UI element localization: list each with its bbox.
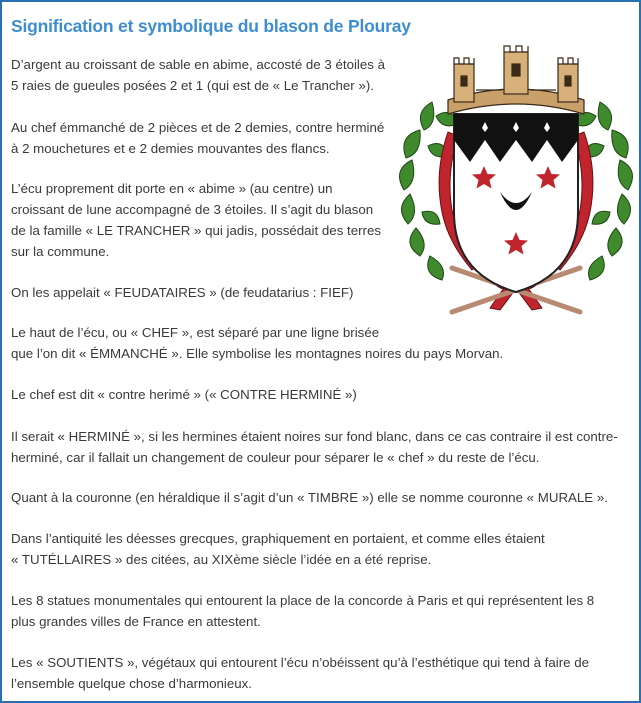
paragraph-4 — [11, 282, 353, 303]
text-line: croissant de lune accompagné de 3 étoiles. Il s’agit du blason — [11, 202, 374, 217]
page-title: Signification et symbolique du blason de Plouray — [11, 16, 411, 36]
text-line: « TUTÉLLAIRES » des citées, au XIXème siècle l’idée en a été reprise. — [11, 552, 432, 567]
paragraph-1 — [11, 54, 385, 96]
text-line: Au chef émmanché de 2 pièces et de 2 demies, contre herminé — [11, 120, 385, 135]
text-line: à 2 mouchetures et e 2 demies mouvantes des flancs. — [11, 141, 330, 156]
text-line: Le chef est dit « contre herimé » (« CONTRE HERMINÉ ») — [11, 387, 357, 402]
paragraph-7 — [11, 426, 618, 468]
paragraph-9 — [11, 528, 545, 570]
text-line: herminé, car il fallait un changement de couleur pour séparer le « chef » du reste de l’écu. — [11, 450, 540, 465]
text-line: Les « SOUTIENTS », végétaux qui entourent l’écu n’obéissent qu’à l’esthétique qui tend à faire de — [11, 655, 590, 670]
mural-crown — [448, 46, 584, 114]
coat-of-arms-illustration — [392, 42, 640, 342]
text-line: On les appelait « FEUDATAIRES » (de feudatarius : FIEF) — [11, 285, 354, 300]
paragraph-3 — [11, 178, 381, 262]
text-line: L’écu proprement dit porte en « abime » (au centre) un — [11, 181, 333, 196]
text-line: l’ensemble quelque chose d’harmonieux. — [11, 676, 252, 691]
shield — [454, 114, 578, 292]
text-line: que l’on dit « ÉMMANCHÉ ». Elle symbolise les montagnes noires du pays Morvan. — [11, 346, 504, 361]
text-line: Le haut de l’écu, ou « CHEF », est séparé par une ligne brisée — [11, 325, 380, 340]
text-line: Quant à la couronne (en héraldique il s’agit d’un « TIMBRE ») elle se nomme couronne « MURALE ». — [11, 490, 608, 505]
text-line: sur la commune. — [11, 244, 110, 259]
text-line: D’argent au croissant de sable en abime, accosté de 3 étoiles à — [11, 57, 386, 72]
text-line: Il serait « HERMINÉ », si les hermines étaient noires sur fond blanc, dans ce cas contraire il est contre- — [11, 429, 618, 444]
paragraph-10 — [11, 590, 594, 632]
text-line: plus grandes villes de France en attestent. — [11, 614, 261, 629]
paragraph-2 — [11, 117, 384, 159]
text-line: Dans l’antiquité les déesses grecques, graphiquement en portaient, et comme elles étaient — [11, 531, 545, 546]
text-line: Les 8 statues monumentales qui entourent la place de la concorde à Paris et qui représentent les 8 — [11, 593, 595, 608]
paragraph-8 — [11, 487, 608, 508]
text-line: 5 raies de gueules posées 2 et 1 (qui est de « Le Trancher »). — [11, 78, 374, 93]
paragraph-6 — [11, 384, 357, 405]
text-line: de la famille « LE TRANCHER » qui jadis, possédait des terres — [11, 223, 382, 238]
paragraph-11 — [11, 652, 589, 694]
